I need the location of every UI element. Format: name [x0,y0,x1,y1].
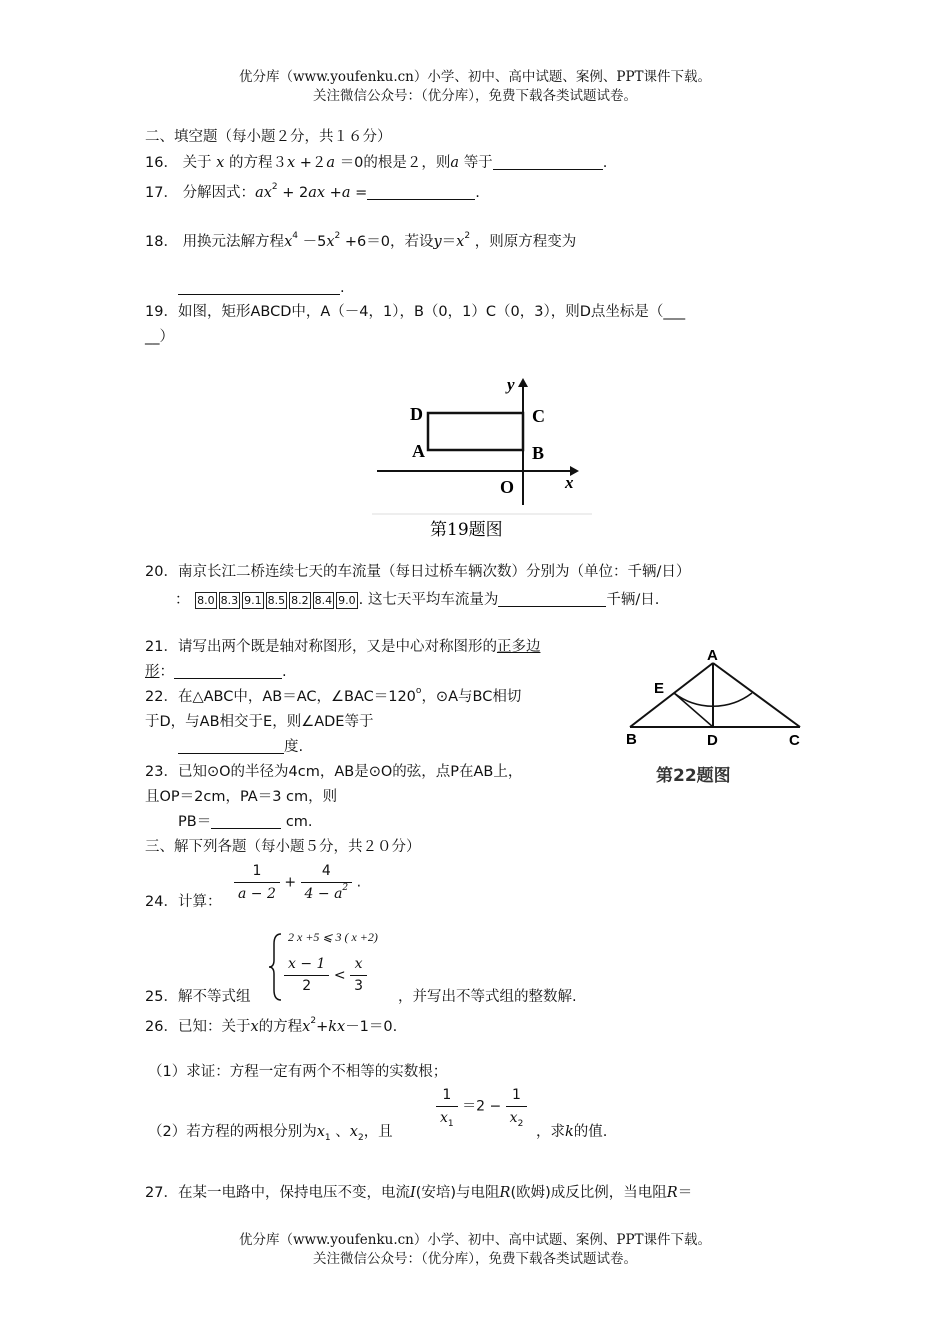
fraction-2: $\frac{4}{4 - a^2}$ [301,860,353,905]
answer-blank[interactable] [178,738,284,754]
label-B: B [626,731,637,748]
question-24-expression: $\frac{1}{a - 2}$ + $\frac{4}{4 - a^2}$ . [234,860,361,905]
label-A: A [412,441,425,461]
figure-22-caption: 第22题图 [656,766,731,786]
question-20-cont: ： 8.0 8.3 9.1 8.5 8.2 8.4 9.0 . 这七天平均车流量为 千辆/日. [175,592,660,608]
answer-blank[interactable] [367,184,475,200]
answer-blank[interactable] [493,154,603,170]
question-20: 20．南京长江二桥连续七天的车流量（每日过桥车辆次数）分别为（单位：千辆/日） [145,564,691,580]
header-line-1: 优分库（www.youfenku.cn）小学、初中、高中试题、案例、PPT课件下载。 [238,69,712,85]
section-3-title: 三、解下列各题（每小题５分，共２０分） [145,839,421,855]
y-axis-arrow [518,378,528,387]
traffic-value-box: 8.5 [267,594,286,607]
fraction-1: $\frac{1}{a - 2}$ [234,860,280,905]
question-26: 26．已知：关于x的方程$x^2+kx-1=0$. [145,1016,398,1035]
traffic-value-box: 8.3 [220,594,239,607]
question-25: 25．解不等式组 [145,989,251,1005]
label-A: A [707,647,718,664]
question-26-part-2-end: ，求k的值. [536,1124,608,1140]
question-22: 22．在△ABC中，AB＝AC，$\angle BAC=120^o$，⊙A与BC相切 [145,686,522,705]
answer-blank[interactable] [498,591,606,607]
traffic-value-box: 9.0 [338,594,356,607]
traffic-value-box: 9.1 [244,594,262,607]
question-21: 21．请写出两个既是轴对称图形，又是中心对称图形的正多边 [145,639,541,655]
figure-19-caption: 第19题图 [430,520,503,540]
segment-ab [630,663,713,727]
answer-blank[interactable] [174,663,282,679]
question-22-cont: 于D，与AB相交于E，则∠ADE等于 [145,714,374,730]
question-23-answer-line: PB＝ cm. [178,814,313,830]
label-y: y [507,375,515,394]
question-22-answer-line: 度. [178,737,303,757]
question-21-cont: 形： . [145,664,287,680]
answer-blank[interactable] [178,279,340,295]
label-B: B [532,443,545,463]
label-x: x [565,473,574,492]
question-18-answer-line: . [178,278,345,298]
header-line-2: 关注微信公众号：（优分库），免费下载各类试题试卷。 [313,88,637,104]
question-16: 16． 关于 x 的方程３x +２a ＝0的根是２，则a 等于 . [145,155,608,171]
segment-ac [713,663,800,727]
question-25-cont: ，并写出不等式组的整数解. [398,989,577,1005]
question-23-cont: 且OP＝2cm，PA＝3 cm，则 [145,789,338,805]
label-C: C [532,406,545,426]
question-17: 17． 分解因式：$ax^2 + 2ax +a$ = . [145,182,480,201]
curly-brace [268,932,284,1002]
question-27: 27．在某一电路中，保持电压不变，电流I(安培)与电阻R(欧姆)成反比例，当电阻R＝ [145,1185,693,1201]
inequality-system [268,930,388,1006]
question-19: 19．如图，矩形ABCD中，A（－4，1），B（0，1）C（0，3），则D点坐标是（___ [145,304,686,320]
question-18: 18． 用换元法解方程$x^4 -5x^2 +6=0$，若设$y=x^2$ ，则原方程变为 [145,231,577,250]
question-26-part-1: （1）求证：方程一定有两个不相等的实数根； [148,1064,448,1080]
segment-de [674,693,713,727]
label-C: C [789,732,800,749]
figure-22 [622,645,807,790]
label-D: D [707,732,718,749]
inequality-2: $\frac{x - 1}{2}$ < $\frac{x}{3}$ [284,954,367,997]
footer-line-2: 关注微信公众号：（优分库），免费下载各类试题试卷。 [313,1251,637,1267]
traffic-value-box: 8.2 [291,594,309,607]
question-19-cont: __） [145,329,174,345]
traffic-value-box: 8.4 [314,594,333,607]
inequality-1: 2 x +5 ⩽ 3 ( x +2) [288,930,378,944]
figure-19 [372,375,592,545]
footer-line-1: 优分库（www.youfenku.cn）小学、初中、高中试题、案例、PPT课件下载。 [238,1232,712,1248]
question-24: 24．计算： [145,894,222,910]
section-2-title: 二、填空题（每小题２分，共１６分） [145,129,392,145]
rectangle-abcd [428,413,523,450]
label-E: E [654,680,665,697]
label-O: O [500,477,515,497]
question-26-equation: $\frac{1}{x_1}$ ＝2 − $\frac{1}{x_2}$ [436,1084,527,1129]
answer-blank[interactable] [211,813,281,829]
traffic-value-box: 8.0 [197,594,215,607]
label-D: D [410,404,423,424]
traffic-values [194,592,359,608]
question-23: 23．已知⊙O的半径为4cm，AB是⊙O的弦，点P在AB上， [145,764,523,780]
question-26-part-2: （2）若方程的两根分别为$x_1$ 、$x_2$，且 [148,1124,393,1143]
